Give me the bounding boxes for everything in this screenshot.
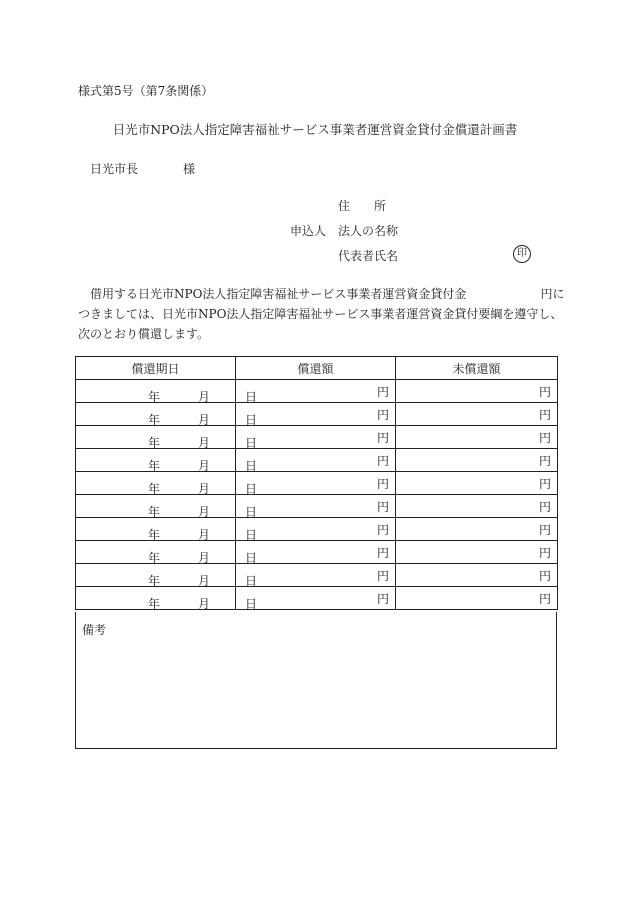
applicant-label: 申込人	[290, 224, 327, 238]
body-line-2: つきましては、日光市NPO法人指定障害福祉サービス事業者運営資金貸付要綱を遵守し、	[78, 307, 563, 321]
month-unit: 月	[198, 458, 211, 473]
repayment-amount-cell[interactable]	[236, 472, 396, 495]
repayment-amount-cell[interactable]	[236, 449, 396, 472]
month-unit: 月	[198, 504, 211, 519]
due-date-cell[interactable]	[76, 426, 258, 450]
yen-unit: 円	[376, 591, 389, 606]
table-row	[76, 426, 558, 449]
yen-unit: 円	[538, 545, 551, 560]
yen-unit: 円	[376, 407, 389, 422]
month-unit: 月	[198, 412, 211, 427]
year-unit: 年	[148, 550, 161, 565]
due-date-cell[interactable]	[76, 564, 258, 588]
repayment-amount-cell[interactable]	[236, 426, 396, 449]
due-date-cell[interactable]	[76, 449, 258, 473]
body-line-1-yen: 円に	[540, 287, 565, 301]
outstanding-amount-cell[interactable]	[396, 449, 558, 472]
due-date-cell[interactable]	[76, 380, 258, 404]
day-unit: 日	[245, 458, 258, 473]
yen-unit: 円	[538, 591, 551, 606]
year-unit: 年	[148, 458, 161, 473]
yen-unit: 円	[376, 384, 389, 399]
repayment-amount-cell[interactable]	[236, 564, 396, 587]
yen-unit: 円	[538, 407, 551, 422]
table-row	[76, 403, 558, 426]
table-header-row	[76, 357, 558, 380]
year-unit: 年	[148, 389, 161, 404]
month-unit: 月	[198, 527, 211, 542]
due-date-cell[interactable]	[76, 541, 258, 565]
yen-unit: 円	[376, 430, 389, 445]
outstanding-amount-cell[interactable]	[396, 403, 558, 426]
header-due-date: 償還期日	[76, 357, 236, 380]
repayment-amount-cell[interactable]	[236, 541, 396, 564]
table-row	[76, 449, 558, 472]
remarks-box	[75, 612, 557, 749]
day-unit: 日	[245, 412, 258, 427]
corporation-name-label: 法人の名称	[338, 224, 399, 238]
form-number: 様式第5号（第7条関係）	[78, 84, 214, 98]
repayment-amount-cell[interactable]	[236, 380, 396, 403]
addressee-honorific: 様	[183, 162, 196, 176]
table-row	[76, 587, 558, 610]
outstanding-amount-cell[interactable]	[396, 518, 558, 541]
day-unit: 日	[245, 527, 258, 542]
table-row	[76, 564, 558, 587]
table-row	[76, 518, 558, 541]
year-unit: 年	[148, 435, 161, 450]
repayment-amount-cell[interactable]	[236, 587, 396, 610]
due-date-cell[interactable]	[76, 403, 258, 427]
yen-unit: 円	[538, 568, 551, 583]
addressee: 日光市長	[90, 162, 139, 176]
address-label: 住 所	[338, 199, 387, 213]
table-row	[76, 541, 558, 564]
year-unit: 年	[148, 481, 161, 496]
remarks-label: 備考	[82, 623, 107, 637]
header-outstanding-amount: 未償還額	[396, 357, 558, 380]
yen-unit: 円	[538, 522, 551, 537]
year-unit: 年	[148, 573, 161, 588]
yen-unit: 円	[376, 499, 389, 514]
outstanding-amount-cell[interactable]	[396, 495, 558, 518]
body-line-1-text: 借用する日光市NPO法人指定障害福祉サービス事業者運営資金貸付金	[90, 287, 467, 301]
due-date-cell[interactable]	[76, 587, 258, 611]
year-unit: 年	[148, 527, 161, 542]
month-unit: 月	[198, 550, 211, 565]
yen-unit: 円	[376, 522, 389, 537]
outstanding-amount-cell[interactable]	[396, 472, 558, 495]
repayment-amount-cell[interactable]	[236, 403, 396, 426]
table-row	[76, 495, 558, 518]
year-unit: 年	[148, 412, 161, 427]
month-unit: 月	[198, 596, 211, 611]
repayment-amount-cell[interactable]	[236, 495, 396, 518]
outstanding-amount-cell[interactable]	[396, 564, 558, 587]
yen-unit: 円	[538, 499, 551, 514]
due-date-cell[interactable]	[76, 495, 258, 519]
document-title: 日光市NPO法人指定障害福祉サービス事業者運営資金貸付金償還計画書	[112, 122, 518, 137]
day-unit: 日	[245, 573, 258, 588]
yen-unit: 円	[376, 476, 389, 491]
month-unit: 月	[198, 435, 211, 450]
due-date-cell[interactable]	[76, 518, 258, 542]
repayment-schedule-table	[75, 356, 558, 610]
day-unit: 日	[245, 389, 258, 404]
representative-name-label: 代表者氏名	[338, 249, 399, 263]
yen-unit: 円	[538, 384, 551, 399]
yen-unit: 円	[376, 453, 389, 468]
body-line-1	[78, 284, 565, 304]
repayment-amount-cell[interactable]	[236, 518, 396, 541]
day-unit: 日	[245, 550, 258, 565]
body-paragraph	[78, 284, 565, 344]
day-unit: 日	[245, 504, 258, 519]
year-unit: 年	[148, 504, 161, 519]
outstanding-amount-cell[interactable]	[396, 426, 558, 449]
yen-unit: 円	[538, 476, 551, 491]
table-row	[76, 472, 558, 495]
day-unit: 日	[245, 481, 258, 496]
month-unit: 月	[198, 573, 211, 588]
yen-unit: 円	[538, 453, 551, 468]
header-repayment-amount: 償還額	[236, 357, 396, 380]
year-unit: 年	[148, 596, 161, 611]
table-row	[76, 380, 558, 403]
yen-unit: 円	[538, 430, 551, 445]
outstanding-amount-cell[interactable]	[396, 541, 558, 564]
day-unit: 日	[245, 596, 258, 611]
body-line-3: 次のとおり償還します。	[78, 327, 210, 341]
day-unit: 日	[245, 435, 258, 450]
outstanding-amount-cell[interactable]	[396, 380, 558, 403]
yen-unit: 円	[376, 545, 389, 560]
month-unit: 月	[198, 481, 211, 496]
due-date-cell[interactable]	[76, 472, 258, 496]
seal-mark: 印	[513, 245, 531, 263]
outstanding-amount-cell[interactable]	[396, 587, 558, 610]
month-unit: 月	[198, 389, 211, 404]
yen-unit: 円	[376, 568, 389, 583]
